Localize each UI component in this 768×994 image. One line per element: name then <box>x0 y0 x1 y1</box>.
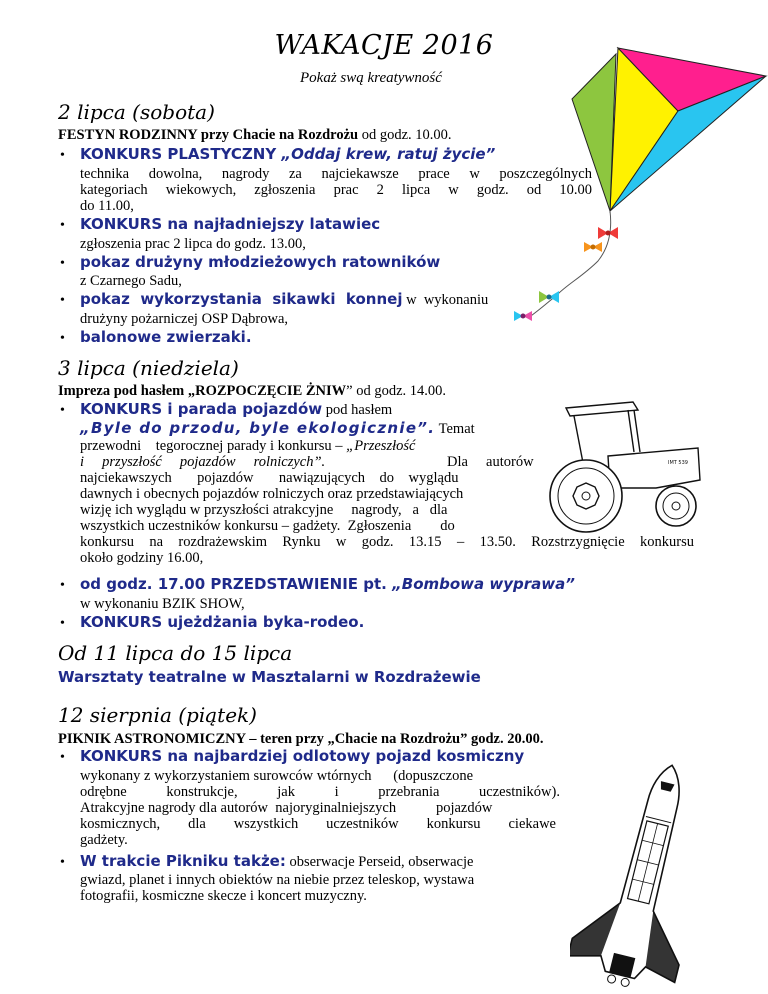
item-desc: wykonany z wykorzystaniem surowców wtórnych (dopuszczone <box>80 768 474 784</box>
tractor-illustration <box>548 396 708 536</box>
bullet: • <box>60 403 65 418</box>
page-subtitle: Pokaż swą kreatywność <box>300 70 442 86</box>
item-pokaz-sikawki <box>80 290 488 309</box>
item-desc: wizję ich wyglądu w przyszłości atrakcyjne nagrody, a dla <box>80 502 448 518</box>
intro-title: „ROZPOCZĘCIE ŻNIW <box>187 383 347 399</box>
item-quote: „Oddaj krew, ratuj życie” <box>276 145 496 163</box>
zniwa-intro <box>58 383 446 399</box>
item-desc: kategoriach wiekowych, zgłoszenia prac 2 lipca w godz. od 10.00 <box>80 182 592 198</box>
item-rest: pod hasłem <box>322 402 393 418</box>
section-date-11-15-lipca: Od 11 lipca do 15 lipca <box>58 641 293 665</box>
item-przedstawienie <box>80 575 575 594</box>
item-desc: dawnych i obecnych pojazdów rolniczych oraz przedstawiających <box>80 486 464 502</box>
desc-text: Dla autorów <box>447 454 534 470</box>
item-pojazd-kosmiczny: KONKURS na najbardziej odlotowy pojazd kosmiczny <box>80 747 525 765</box>
item-konkurs-plastyczny <box>80 145 495 164</box>
item-quote: „Byle do przodu, byle ekologicznie”. <box>80 419 436 437</box>
item-desc <box>80 438 415 454</box>
bullet: • <box>60 293 65 308</box>
desc-text: przewodni tegorocznej parady i konkursu – <box>80 438 347 454</box>
bullet: • <box>60 855 65 870</box>
bullet: • <box>60 578 65 593</box>
item-title: KONKURS PLASTYCZNY <box>80 145 277 163</box>
item-title: KONKURS i parada pojazdów <box>80 400 323 418</box>
festyn-intro <box>58 127 452 143</box>
item-rest: obserwacje Perseid, obserwacje <box>285 854 474 870</box>
item-desc: gwiazd, planet i innych obiektów na niebie przez teleskop, wystawa <box>80 872 475 888</box>
item-title: od godz. 17.00 PRZEDSTAWIENIE pt. <box>80 575 387 593</box>
item-desc: około godziny 16.00, <box>80 550 204 566</box>
item-balonowe-zwierzaki: balonowe zwierzaki. <box>80 328 252 346</box>
item-desc: fotografii, kosmiczne skecze i koncert muzyczny. <box>80 888 367 904</box>
bullet: • <box>60 256 65 271</box>
festyn-time: od godz. 10.00. <box>358 127 452 143</box>
tractor-rear-wheel <box>550 460 622 532</box>
item-quote: „Bombowa wyprawa” <box>386 575 575 593</box>
item-slogan <box>80 419 475 438</box>
space-shuttle-illustration <box>570 758 720 990</box>
bullet: • <box>60 331 65 346</box>
piknik-intro: PIKNIK ASTRONOMICZNY – teren przy „Chacie na Rozdrożu” godz. 20.00. <box>58 731 544 747</box>
bow-icon <box>598 227 618 239</box>
tractor-front-wheel <box>656 486 696 526</box>
intro-prefix: Impreza pod hasłem <box>58 383 188 399</box>
item-desc: wszystkich uczestników konkursu – gadżety. Zgłoszenia do <box>80 518 455 534</box>
section-date-2-lipca: 2 lipca (sobota) <box>58 100 215 124</box>
item-pokaz-ratownikow: pokaz drużyny młodzieżowych ratowników <box>80 253 441 271</box>
item-desc: w wykonaniu BZIK SHOW, <box>80 596 245 612</box>
desc-quote: „Przeszłość <box>346 438 416 454</box>
item-desc: zgłoszenia prac 2 lipca do godz. 13.00, <box>80 236 306 252</box>
item-desc: technika dowolna, nagrody za najciekawsze prace w poszczególnych <box>80 166 592 182</box>
item-desc: drużyny pożarniczej OSP Dąbrowa, <box>80 311 289 327</box>
item-parada-pojazdow <box>80 400 392 419</box>
tractor-label: IMT 539 <box>668 460 688 466</box>
bullet: • <box>60 148 65 163</box>
item-desc: z Czarnego Sadu, <box>80 273 182 289</box>
item-desc: Atrakcyjne nagrody dla autorów najoryginalniejszych pojazdów <box>80 800 493 816</box>
item-title: W trakcie Pikniku także: <box>80 852 286 870</box>
bullet: • <box>60 750 65 765</box>
item-title: pokaz wykorzystania sikawki konnej <box>80 290 403 308</box>
item-desc: odrębne konstrukcje, jak i przebrania uczestników). <box>80 784 560 800</box>
section-date-3-lipca: 3 lipca (niedziela) <box>58 356 239 380</box>
item-piknik-atrakcje <box>80 852 473 871</box>
intro-time: ” od godz. 14.00. <box>346 383 447 399</box>
page-title: WAKACJE 2016 <box>274 30 494 61</box>
bow-icon <box>514 311 532 321</box>
bullet: • <box>60 616 65 631</box>
item-desc: do 11.00, <box>80 198 134 214</box>
item-desc <box>80 454 534 470</box>
bow-icon <box>584 242 602 252</box>
section-date-12-sierpnia: 12 sierpnia (piątek) <box>58 703 257 727</box>
item-desc: konkursu na rozdrażewskim Rynku w godz. 13.15 – 13.50. Rozstrzygnięcie konkursu <box>80 534 694 550</box>
desc-quote: i przyszłość pojazdów rolniczych”. <box>80 454 326 470</box>
bullet: • <box>60 218 65 233</box>
item-desc: najciekawszych pojazdów nawiązujących do wyglądu <box>80 470 459 486</box>
item-desc: kosmicznych, dla wszystkich uczestników konkursu ciekawe <box>80 816 556 832</box>
festyn-title: FESTYN RODZINNY przy Chacie na Rozdrożu <box>58 127 359 143</box>
warsztaty-teatralne: Warsztaty teatralne w Masztalarni w Rozdrażewie <box>58 668 481 686</box>
item-konkurs-latawiec: KONKURS na najładniejszy latawiec <box>80 215 381 233</box>
item-rest: w wykonaniu <box>402 292 489 308</box>
item-desc: gadżety. <box>80 832 128 848</box>
item-rest: Temat <box>435 421 475 437</box>
item-rodeo: KONKURS ujeżdżania byka-rodeo. <box>80 613 365 631</box>
